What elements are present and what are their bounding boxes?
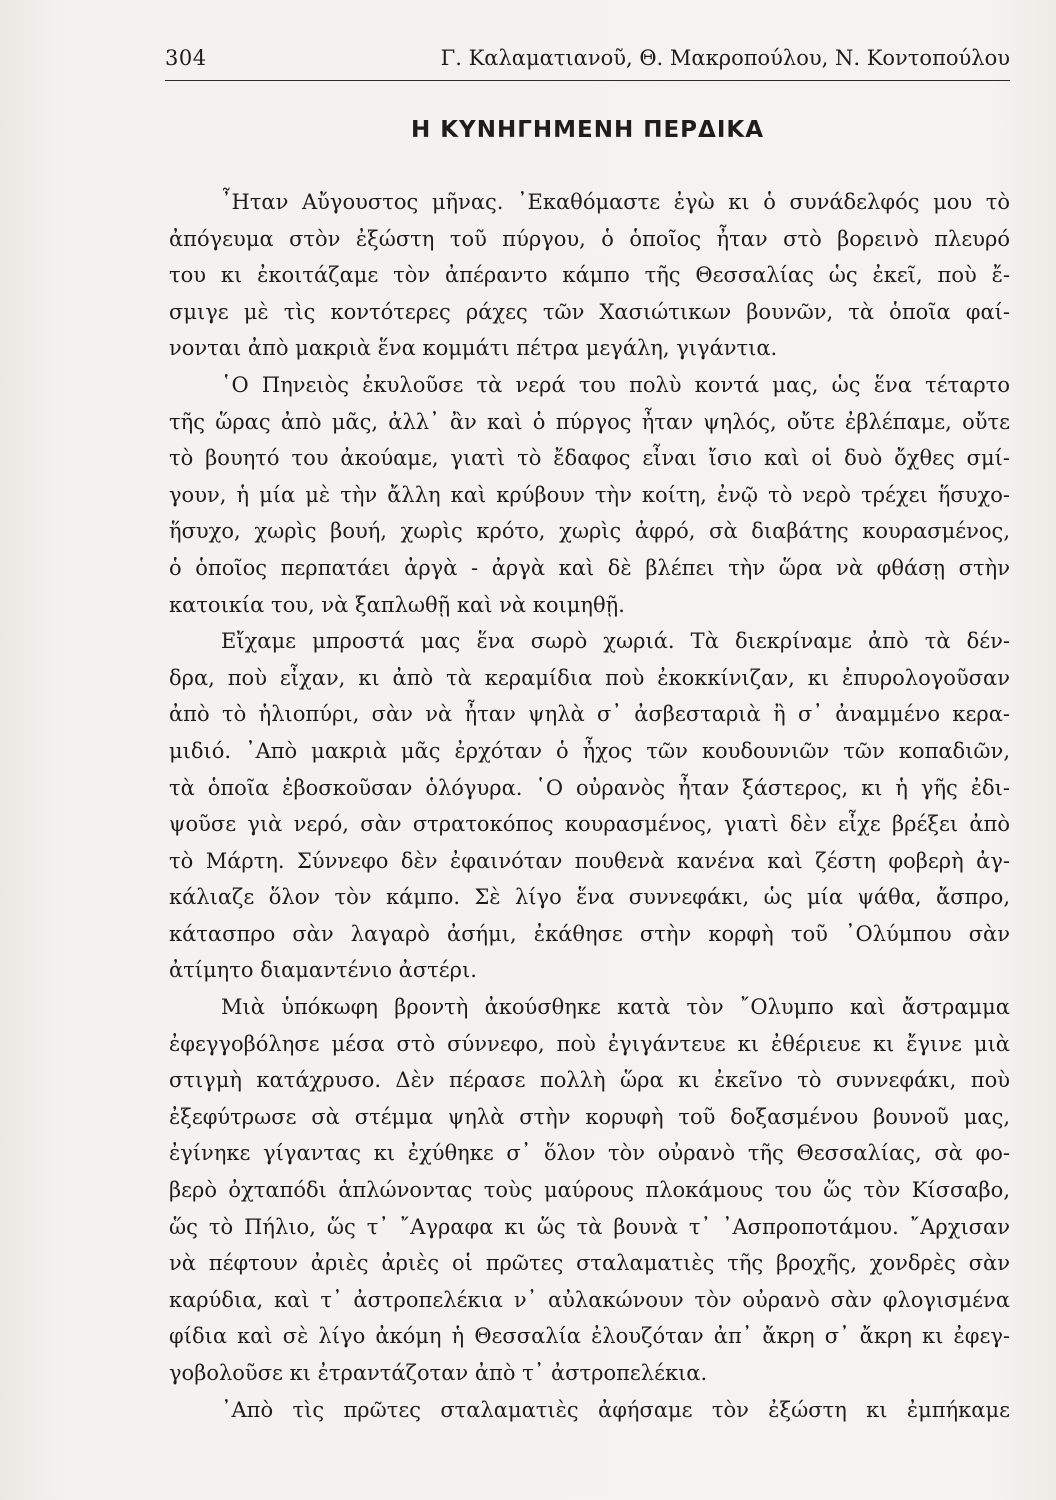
text-line: τὸ βουητό του ἀκούαμε, γιατὶ τὸ ἔδαφος εἶναι ἴσιο καὶ οἱ δυὸ ὄχθες σμί- [169,446,1010,471]
text-line: ἀτίμητο διαμαντένιο ἀστέρι. [169,958,477,983]
text-line: ὥς τὸ Πήλιο, ὥς τ᾿ ῎Αγραφα κι ὥς τὰ βουνὰ τ᾿ ᾿Ασπροποτάμου. ῎Αρχισαν [169,1214,1010,1239]
text-line: κάτασπρο σὰν λαγαρὸ ἀσήμι, ἐκάθησε στὴν κορφὴ τοῦ ᾿Ολύμπου σὰν [169,921,1010,946]
text-line: τὰ ὁποῖα ἐβοσκοῦσαν ὁλόγυρα. ῾Ο οὐρανὸς ἦταν ξάστερος, κι ἡ γῆς ἐδι- [169,775,1010,800]
text-line: Εἴχαμε μπροστά μας ἕνα σωρὸ χωριά. Τὰ διεκρίναμε ἀπὸ τὰ δέν- [221,629,1010,654]
chapter-title: Η ΚΥΝΗΓΗΜΕΝΗ ΠΕΡΔΙΚΑ [410,117,765,143]
text-line: ἀπὸ τὸ ἡλιοπύρι, σὰν νὰ ἦταν ψηλὰ σ᾿ ἀσβεσταριὰ ἢ σ᾿ ἀναμμένο κερα- [169,702,1010,727]
text-line: μιδιό. ᾿Απὸ μακριὰ μᾶς ἐρχόταν ὁ ἦχος τῶν κουδουνιῶν τῶν κοπαδιῶν, [169,738,1010,763]
paragraph [169,623,1010,989]
text-line: κατοικία του, νὰ ξαπλωθῇ καὶ νὰ κοιμηθῇ. [169,592,625,617]
text-line: σμιγε μὲ τὶς κοντότερες ράχες τῶν Χασιώτικων βουνῶν, τὰ ὁποῖα φαί- [169,299,1010,324]
paragraph [169,989,1010,1392]
text-line: ἐξεφύτρωσε σὰ στέμμα ψηλὰ στὴν κορυφὴ τοῦ δοξασμένου βουνοῦ μας, [169,1104,1010,1129]
running-head-authors: Γ. Καλαματιανοῦ, Θ. Μακροπούλου, Ν. Κοντοπούλου [440,46,1010,70]
text-line: ῏Ηταν Αὔγουστος μῆνας. ᾿Εκαθόμαστε ἐγὼ κι ὁ συνάδελφός μου τὸ [221,190,1010,214]
text-line: ἀπόγευμα στὸν ἐξώστη τοῦ πύργου, ὁ ὁποῖος ἦταν στὸ βορεινὸ πλευρό [169,226,1010,251]
text-line: στιγμὴ κατάχρυσο. Δὲν πέρασε πολλὴ ὥρα κι ἐκεῖνο τὸ συννεφάκι, ποὺ [169,1068,1010,1093]
text-line: βερὸ ὀχταπόδι ἁπλώνοντας τοὺς μαύρους πλοκάμους του ὥς τὸν Κίσσαβο, [169,1178,1010,1203]
text-line: τὸ Μάρτη. Σύννεφο δὲν ἐφαινόταν πουθενὰ κανένα καὶ ζέστη φοβερὴ ἀγ- [169,848,1010,873]
body-text [169,184,1010,1428]
text-line: καρύδια, καὶ τ᾿ ἀστροπελέκια ν᾿ αὐλακώνουν τὸν οὐρανὸ σὰν φλογισμένα [169,1287,1010,1312]
text-line: ἐγίνηκε γίγαντας κι ἐχύθηκε σ᾿ ὅλον τὸν οὐρανὸ τῆς Θεσσαλίας, σὰ φο- [169,1141,1010,1166]
text-line: ὁ ὁποῖος περπατάει ἀργὰ - ἀργὰ καὶ δὲ βλέπει τὴν ὥρα νὰ φθάσῃ στὴν [169,555,1010,580]
text-line: ᾿Απὸ τὶς πρῶτες σταλαματιὲς ἀφήσαμε τὸν ἐξώστη κι ἐμπήκαμε [221,1397,1010,1422]
paragraph [169,367,1010,623]
text-line: Μιὰ ὑπόκωφη βροντὴ ἀκούσθηκε κατὰ τὸν ῎Ολυμπο καὶ ἄστραμμα [221,995,1010,1020]
text-line: γοβολοῦσε κι ἐτραντάζοταν ἀπὸ τ᾿ ἀστροπελέκια. [169,1361,708,1385]
paragraph [169,184,1010,367]
text-line: τῆς ὥρας ἀπὸ μᾶς, ἀλλ᾿ ἂν καὶ ὁ πύργος ἦταν ψηλός, οὔτε ἐβλέπαμε, οὔτε [169,409,1010,434]
text-line: δρα, ποὺ εἶχαν, κι ἀπὸ τὰ κεραμίδια ποὺ ἐκοκκίνιζαν, κι ἐπυρολογοῦσαν [169,665,1010,690]
text-line: νὰ πέφτουν ἀριὲς ἀριὲς οἱ πρῶτες σταλαματιὲς τῆς βροχῆς, χονδρὲς σὰν [169,1251,1010,1276]
paragraph [169,1392,1010,1429]
text-line: φίδια καὶ σὲ λίγο ἀκόμη ἡ Θεσσαλία ἐλουζόταν ἀπ᾿ ἄκρη σ᾿ ἄκρη κι ἐφεγ- [169,1324,1010,1349]
text-line: ἥσυχο, χωρὶς βουή, χωρὶς κρότο, χωρὶς ἀφρό, σὰ διαβάτης κουρασμένος, [169,519,1010,544]
text-line: ψοῦσε γιὰ νερό, σὰν στρατοκόπος κουρασμένος, γιατὶ δὲν εἶχε βρέξει ἀπὸ [169,812,1010,837]
text-line: νονται ἀπὸ μακριὰ ἕνα κομμάτι πέτρα μεγάλη, γιγάντια. [169,336,778,361]
page-number: 304 [165,46,207,70]
running-head [165,44,1010,81]
text-line: γουν, ἡ μία μὲ τὴν ἄλλη καὶ κρύβουν τὴν κοίτη, ἐνῷ τὸ νερὸ τρέχει ἥσυχο- [169,482,1010,507]
text-line: ῾Ο Πηνειὸς ἐκυλοῦσε τὰ νερά του πολὺ κοντά μας, ὡς ἕνα τέταρτο [221,372,1010,397]
text-line: κάλιαζε ὅλον τὸν κάμπο. Σὲ λίγο ἕνα συννεφάκι, ὡς μία ψάθα, ἄσπρο, [169,885,1010,910]
text-line: του κι ἐκοιτάζαμε τὸν ἀπέραντο κάμπο τῆς Θεσσαλίας ὡς ἐκεῖ, ποὺ ἔ- [169,263,1010,288]
text-line: ἐφεγγοβόλησε μέσα στὸ σύννεφο, ποὺ ἐγιγάντευε κι ἐθέριευε κι ἔγινε μιὰ [169,1031,1010,1056]
